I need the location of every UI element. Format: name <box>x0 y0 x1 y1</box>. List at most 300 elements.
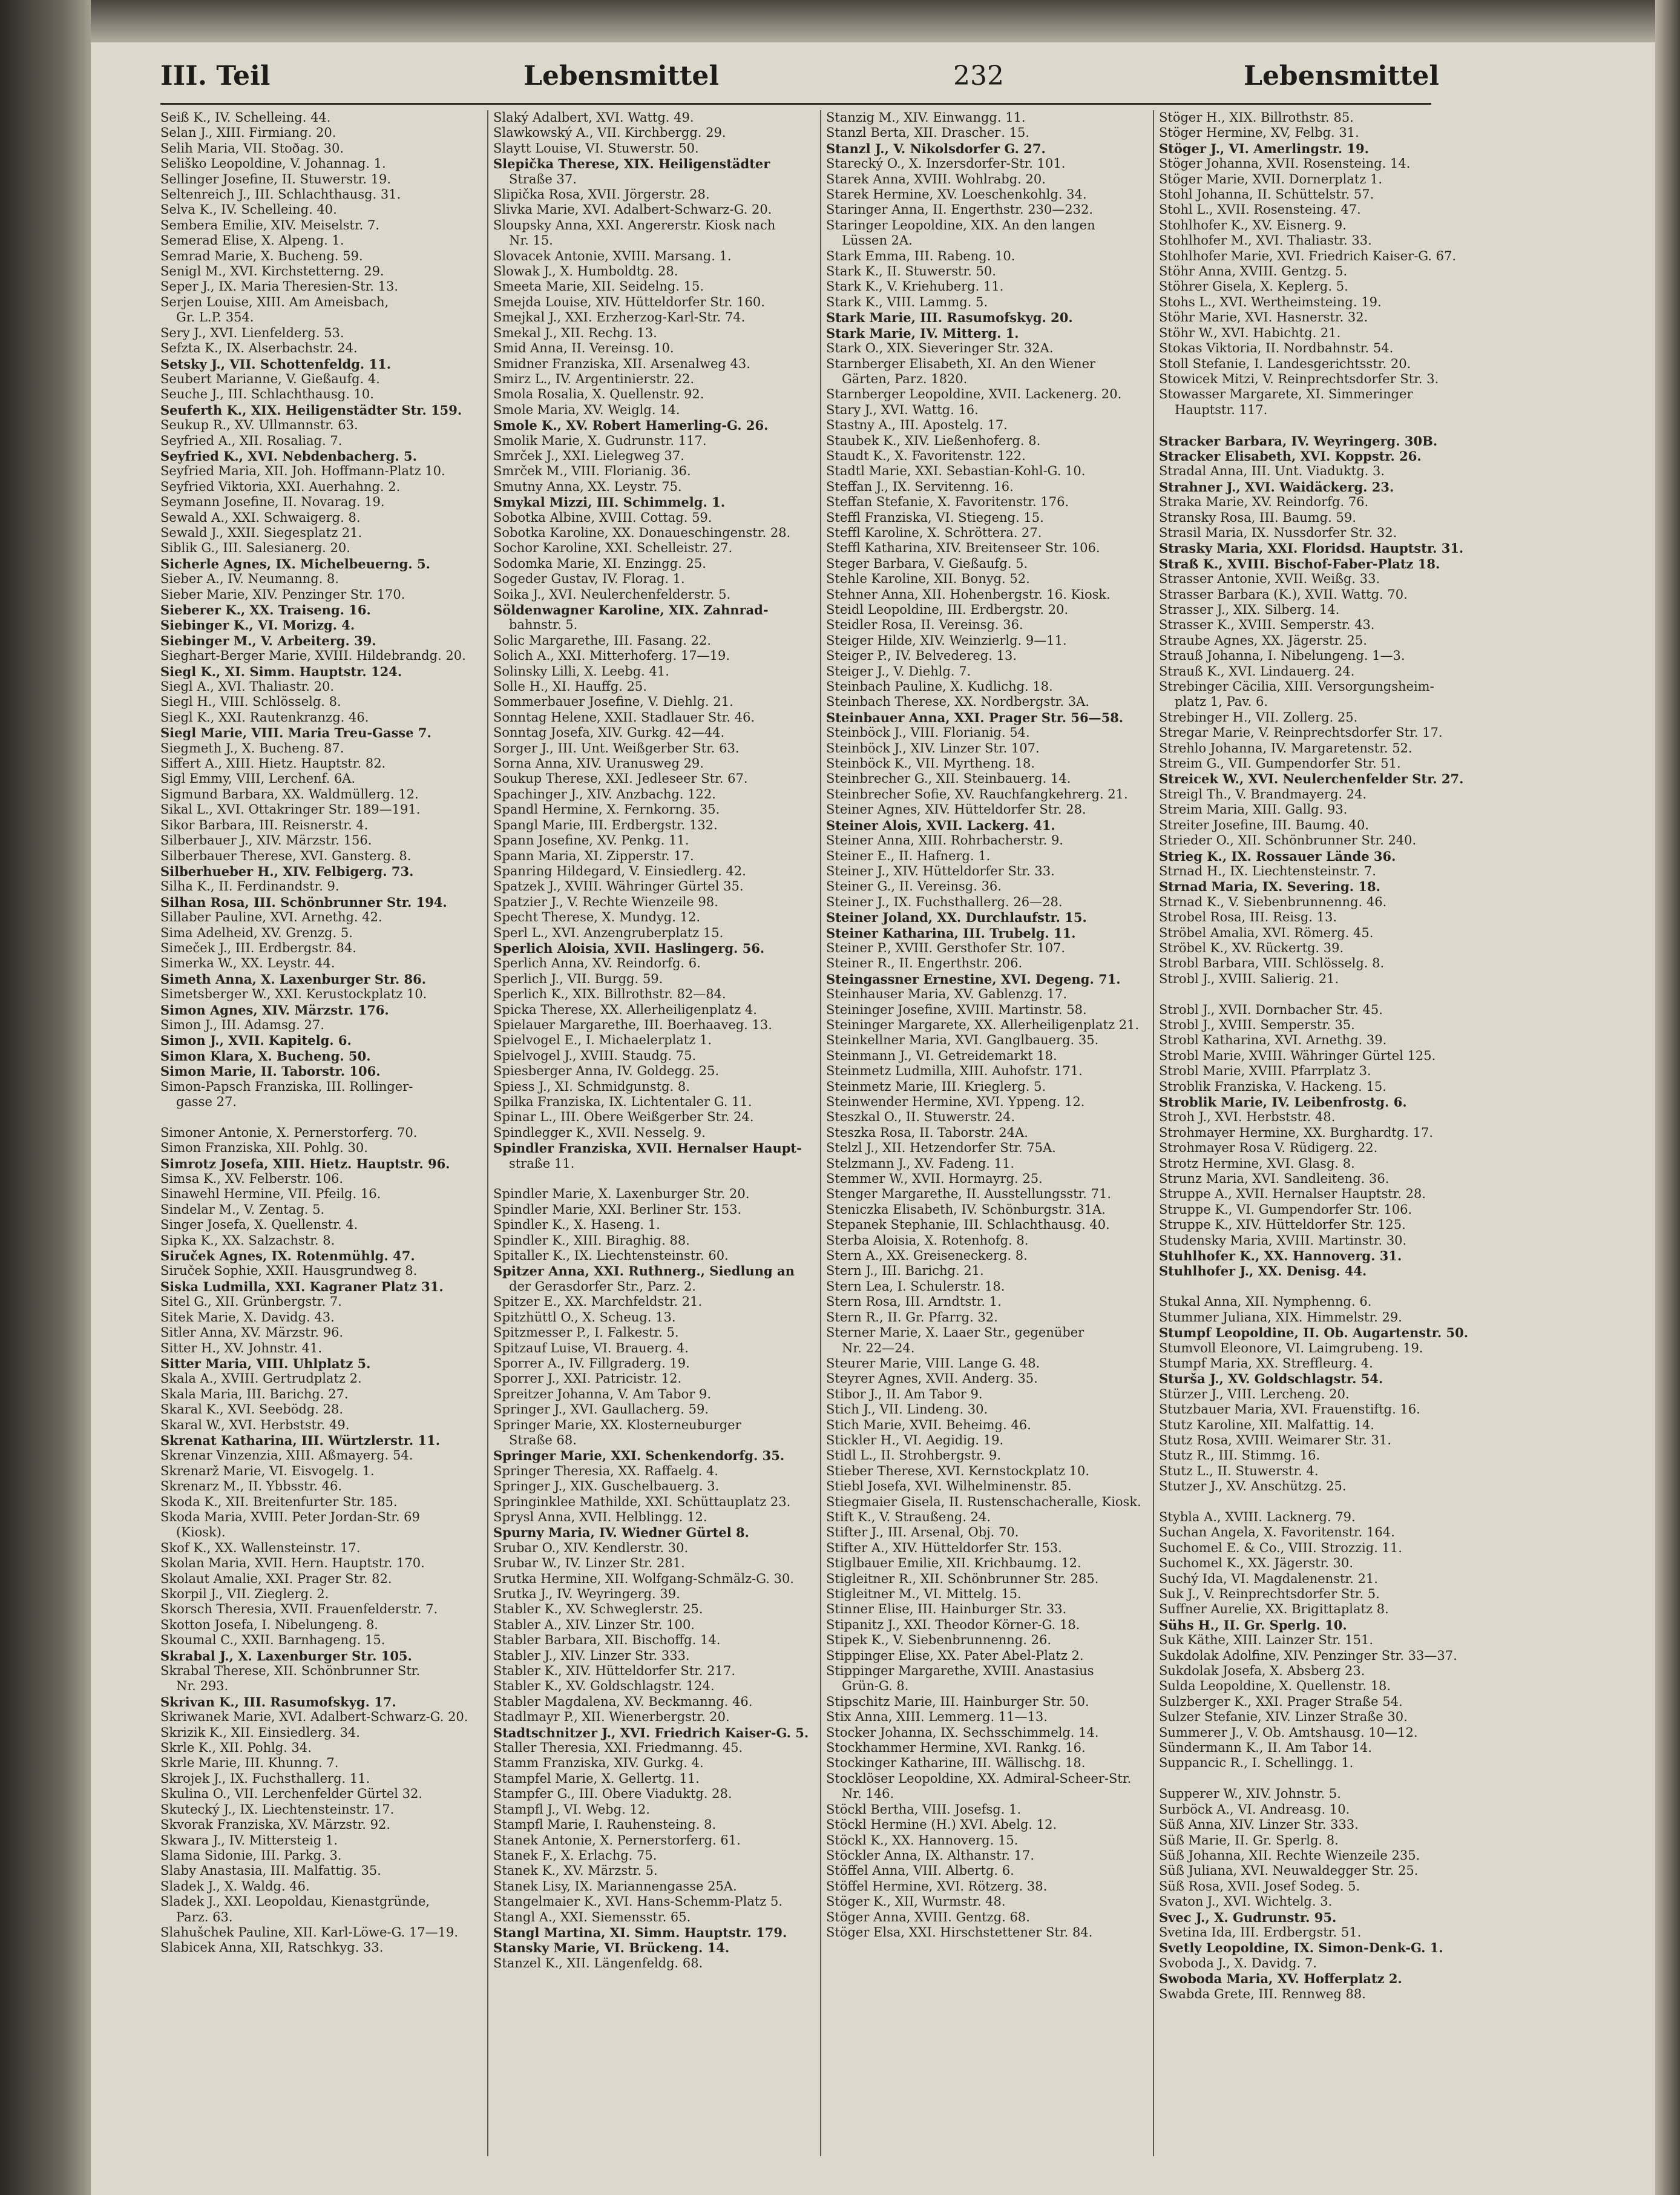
directory-entry: Sigmund Barbara, XX. Waldmüllerg. 12. <box>160 786 419 801</box>
directory-entry: Stark O., XIX. Sieveringer Str. 32A. <box>826 341 1054 356</box>
directory-entry: Skvorak Franziska, XV. Märzstr. 92. <box>160 1817 390 1832</box>
directory-entry: Sporrer A., IV. Fillgraderg. 19. <box>493 1355 690 1371</box>
directory-entry: Sikor Barbara, III. Reisnerstr. 4. <box>160 817 369 832</box>
directory-entry: Springer J., XVI. Gaullacherg. 59. <box>493 1402 709 1417</box>
directory-entry: Stanek F., X. Erlachg. 75. <box>493 1848 657 1863</box>
directory-entry: Strobl Barbara, VIII. Schlösselg. 8. <box>1159 956 1385 971</box>
directory-entry: Strobl J., XVIII. Semperstr. 35. <box>1159 1017 1355 1032</box>
directory-entry: Swoboda Maria, XV. Hofferplatz 2. <box>1159 1971 1402 1987</box>
directory-entry: Stöger Elsa, XXI. Hirschstettener Str. 84. <box>826 1924 1093 1940</box>
directory-entry: Silha K., II. Ferdinandstr. 9. <box>160 879 340 894</box>
directory-entry: Staller Theresia, XXI. Friedmanng. 45. <box>493 1740 743 1756</box>
directory-entry: Skutecký J., IX. Liechtensteinstr. 17. <box>160 1802 395 1817</box>
directory-entry: Siegl K., XXI. Rautenkranzg. 46. <box>160 709 369 725</box>
directory-entry: Seyfried A., XII. Rosaliag. 7. <box>160 433 343 448</box>
directory-entry: Smola Rosalia, X. Quellenstr. 92. <box>493 387 704 402</box>
directory-entry: Stipschitz Marie, III. Hainburger Str. 50. <box>826 1694 1089 1709</box>
directory-entry: Streim G., VII. Gumpendorfer Str. 51. <box>1159 756 1401 771</box>
directory-entry: Süß Marie, II. Gr. Sperlg. 8. <box>1159 1832 1339 1848</box>
directory-entry: Seyfried Maria, XII. Joh. Hoffmann-Platz 10. <box>160 464 445 479</box>
directory-entry: Stigleitner M., VI. Mittelg. 15. <box>826 1587 1022 1601</box>
directory-entry: Spitzer E., XX. Marchfeldstr. 21. <box>493 1294 703 1309</box>
directory-entry: Starek Hermine, XV. Loeschenkohlg. 34. <box>826 187 1087 202</box>
directory-entry: Stinner Elise, III. Hainburger Str. 33. <box>826 1602 1067 1617</box>
directory-entry: platz 1, Pav. 6. <box>1175 694 1268 709</box>
directory-entry: Srutka Hermine, XII. Wolfgang-Schmälz-G. 30. <box>493 1571 794 1586</box>
directory-entry: Sigl Emmy, VIII, Lerchenf. 6A. <box>160 771 356 786</box>
directory-entry: Selva K., IV. Schelleing. 40. <box>160 202 337 217</box>
directory-entry: Strobl Katharina, XVI. Arnethg. 39. <box>1159 1033 1387 1048</box>
directory-entry: Springer Marie, XXI. Schenkendorfg. 35. <box>493 1448 785 1464</box>
directory-entry: Steiner Anna, XIII. Rohrbacherstr. 9. <box>826 833 1063 848</box>
directory-entry: Steiner R., II. Engerthstr. 206. <box>826 956 1023 971</box>
directory-entry: Silberhueber H., XIV. Felbigerg. 73. <box>160 863 414 879</box>
directory-entry: bahnstr. 5. <box>509 617 578 633</box>
directory-entry: Stöger H., XIX. Billrothstr. 85. <box>1159 110 1354 125</box>
column-3 <box>826 110 1147 2168</box>
directory-entry: Sicherle Agnes, IX. Michelbeuerng. 5. <box>160 556 430 571</box>
directory-entry: Skwara J., IV. Mittersteig 1. <box>160 1832 338 1848</box>
directory-entry: Simon Franziska, XII. Pohlg. 30. <box>160 1140 368 1156</box>
directory-entry: Sturša J., XV. Goldschlagstr. 54. <box>1159 1371 1383 1387</box>
directory-entry: Staudt K., X. Favoritenstr. 122. <box>826 448 1026 463</box>
directory-entry: Spatzier J., V. Rechte Wienzeile 98. <box>493 894 718 909</box>
directory-entry: Steyrer Agnes, XVII. Anderg. 35. <box>826 1371 1038 1386</box>
directory-entry: Parz. 63. <box>176 1909 233 1924</box>
directory-entry: Smejda Louise, XIV. Hütteldorfer Str. 160. <box>493 294 765 309</box>
directory-entry: Srutka J., IV. Weyringerg. 39. <box>493 1587 680 1601</box>
column-1 <box>160 110 481 2168</box>
directory-entry: Stracker Barbara, IV. Weyringerg. 30B. <box>1159 433 1438 449</box>
directory-entry: Simerka W., XX. Leystr. 44. <box>160 956 335 971</box>
directory-entry: Gärten, Parz. 1820. <box>842 371 968 386</box>
directory-entry: Stockhammer Hermine, XVI. Rankg. 16. <box>826 1740 1086 1756</box>
directory-entry: Nr. 293. <box>176 1679 229 1694</box>
directory-entry: Skrenar Vinzenzia, XIII. Aßmayerg. 54. <box>160 1448 413 1463</box>
directory-entry: Smidner Franziska, XII. Arsenalweg 43. <box>493 356 750 371</box>
directory-entry: Simeth Anna, X. Laxenburger Str. 86. <box>160 971 427 987</box>
directory-entry: Suffner Aurelie, XX. Brigittaplatz 8. <box>1159 1602 1389 1617</box>
directory-entry: Spielvogel E., I. Michaelerplatz 1. <box>493 1033 712 1048</box>
directory-entry: Skrabal Therese, XII. Schönbrunner Str. <box>160 1664 421 1679</box>
directory-entry: Stepanek Stephanie, III. Schlachthausg. 40. <box>826 1217 1110 1232</box>
directory-entry: Smutny Anna, XX. Leystr. 75. <box>493 479 682 494</box>
directory-entry: Spanring Hildegard, V. Einsiedlerg. 42. <box>493 863 746 878</box>
directory-entry: Gr. L.P. 354. <box>176 310 254 325</box>
directory-entry: Suchan Angela, X. Favoritenstr. 164. <box>1159 1525 1395 1540</box>
directory-entry: Skrenat Katharina, III. Würtzlerstr. 11. <box>160 1432 440 1448</box>
directory-entry: Strebinger Cäcilia, XIII. Versorgungsheim- <box>1159 679 1434 694</box>
directory-entry: Solic Margarethe, III. Fasang. 22. <box>493 633 712 648</box>
directory-entry: Steiner G., II. Vereinsg. 36. <box>826 879 1002 894</box>
directory-entry: Stowasser Margarete, XI. Simmeringer <box>1159 387 1413 402</box>
directory-entry: Surböck A., VI. Andreasg. 10. <box>1159 1802 1350 1817</box>
directory-entry: Siegl K., XI. Simm. Hauptstr. 124. <box>160 663 402 679</box>
directory-entry: Spindler K., XIII. Biraghig. 88. <box>493 1232 690 1248</box>
directory-entry: Stummer Juliana, XIX. Himmelstr. 29. <box>1159 1309 1402 1325</box>
directory-entry: Sterba Aloisia, X. Rotenhofg. 8. <box>826 1232 1029 1248</box>
directory-entry: Skrivan K., III. Rasumofskyg. 17. <box>160 1694 396 1710</box>
directory-entry: Slaytt Louise, VI. Stuwerstr. 50. <box>493 140 699 156</box>
directory-entry: Silberbauer J., XIV. Märzstr. 156. <box>160 833 372 848</box>
directory-entry: Spindler Marie, XXI. Berliner Str. 153. <box>493 1202 742 1217</box>
directory-entry: Spielauer Margarethe, III. Boerhaaveg. 13. <box>493 1017 772 1032</box>
directory-entry: Stutz Rosa, XVIII. Weimarer Str. 31. <box>1159 1432 1391 1447</box>
directory-entry: Strotz Hermine, XVI. Glasg. 8. <box>1159 1156 1355 1171</box>
directory-entry: Steiner E., II. Hafnerg. 1. <box>826 848 991 863</box>
directory-entry: Stern A., XX. Greisenеckerg. 8. <box>826 1248 1028 1263</box>
directory-entry: Siruček Agnes, IX. Rotenmühlg. 47. <box>160 1248 415 1264</box>
directory-entry: Stifter J., III. Arsenal, Obj. 70. <box>826 1525 1019 1540</box>
directory-entry: Slama Sidonie, III. Parkg. 3. <box>160 1848 342 1863</box>
book-spine <box>0 0 91 2195</box>
directory-entry: Spicka Therese, XX. Allerheiligenplatz 4. <box>493 1002 757 1017</box>
directory-entry: Sperlich J., VII. Burgg. 59. <box>493 971 663 986</box>
directory-entry: Slivka Marie, XVI. Adalbert-Schwarz-G. 20. <box>493 202 772 217</box>
directory-entry: Steingassner Ernestine, XVI. Degeng. 71. <box>826 971 1121 987</box>
directory-entry: Stohlhofer M., XVI. Thaliastr. 33. <box>1159 233 1372 248</box>
directory-entry: Stutzer J., XV. Anschützg. 25. <box>1159 1479 1347 1494</box>
directory-entry: Stelzl J., XII. Hetzendorfer Str. 75A. <box>826 1140 1056 1156</box>
directory-entry: Steiger J., V. Diehlg. 7. <box>826 663 971 679</box>
directory-entry: Skrabal J., X. Laxenburger Str. 105. <box>160 1648 412 1664</box>
directory-entry: Skoumal C., XXII. Barnhageng. 15. <box>160 1633 386 1648</box>
directory-entry: Specht Therese, X. Mundyg. 12. <box>493 910 700 925</box>
directory-entry: Stuhlhofer J., XX. Denisg. 44. <box>1159 1263 1367 1279</box>
directory-entry: Stich Marie, XVII. Beheimg. 46. <box>826 1417 1031 1432</box>
directory-entry: Steffl Franziska, VI. Stiegeng. 15. <box>826 510 1044 525</box>
directory-entry: Strebinger H., VII. Zollerg. 25. <box>1159 709 1358 725</box>
directory-entry: Smekal J., XII. Rechg. 13. <box>493 325 657 340</box>
directory-entry: Sonntag Josefa, XIV. Gurkg. 42—44. <box>493 725 725 740</box>
directory-entry: Suk Käthe, XIII. Lainzer Str. 151. <box>1159 1633 1374 1648</box>
directory-entry: Silberbauer Therese, XVI. Gansterg. 8. <box>160 848 412 863</box>
directory-entry: Sillaber Pauline, XVI. Arnethg. 42. <box>160 910 382 925</box>
directory-entry: Seubert Marianne, V. Gießaufg. 4. <box>160 371 380 386</box>
directory-entry: Steinböck K., VII. Myrtheng. 18. <box>826 756 1035 771</box>
directory-entry: Straße 37. <box>509 171 577 186</box>
directory-entry: Sulzberger K., XXI. Prager Straße 54. <box>1159 1694 1403 1709</box>
directory-entry: Stark K., II. Stuwerstr. 50. <box>826 264 996 279</box>
directory-entry: Sieber Marie, XIV. Penzinger Str. 170. <box>160 587 405 602</box>
directory-entry: Siegmeth J., X. Bucheng. 87. <box>160 740 344 755</box>
directory-entry: Stabler Barbara, XII. Bischoffg. 14. <box>493 1633 721 1648</box>
directory-entry: Solich A., XXI. Mitterhoferg. 17—19. <box>493 648 730 663</box>
directory-entry <box>1159 418 1480 433</box>
directory-entry: Svoboda J., X. Davidg. 7. <box>1159 1955 1317 1970</box>
directory-entry: Stutz L., II. Stuwerstr. 4. <box>1159 1463 1319 1478</box>
directory-entry: Svetina Ida, III. Erdbergstr. 51. <box>1159 1924 1362 1940</box>
directory-entry: straße 11. <box>509 1156 575 1171</box>
directory-entry: Stöckler Anna, IX. Althanstr. 17. <box>826 1848 1035 1863</box>
directory-entry: Sperlich Anna, XV. Reindorfg. 6. <box>493 956 701 971</box>
directory-entry: Sporrer J., XXI. Patricistr. 12. <box>493 1371 682 1386</box>
directory-entry: Strohmayer Rosa V. Rüdigerg. 22. <box>1159 1140 1378 1156</box>
directory-entry: Steiner Alois, XVII. Lackerg. 41. <box>826 817 1055 833</box>
directory-entry: Sinawehl Hermine, VII. Pfeilg. 16. <box>160 1186 381 1202</box>
directory-entry: Ströbel Amalia, XVI. Römerg. 45. <box>1159 925 1374 940</box>
directory-entry: Sukdolak Adolfine, XIV. Penzinger Str. 33—37. <box>1159 1648 1457 1663</box>
directory-entry: Sperlich K., XIX. Billrothstr. 82—84. <box>493 987 726 1002</box>
directory-entry: Smejkal J., XXI. Erzherzog-Karl-Str. 74. <box>493 310 746 325</box>
directory-entry: Stark Marie, IV. Mitterg. 1. <box>826 325 1019 341</box>
directory-entry: Stocklöser Leopoldine, XX. Admiral-Scheer-Str. <box>826 1771 1132 1786</box>
directory-entry: Skotton Josefa, I. Nibelungeng. 8. <box>160 1617 378 1632</box>
column-divider <box>820 110 821 2156</box>
directory-entry: Spiesberger Anna, IV. Goldegg. 25. <box>493 1064 720 1079</box>
directory-entry: Sieber A., IV. Neumanng. 8. <box>160 571 340 587</box>
directory-entry: Stanzl Berta, XII. Draschег. 15. <box>826 125 1030 140</box>
directory-entry: Skorsch Theresia, XVII. Frauenfelderstr. 7. <box>160 1602 438 1617</box>
directory-entry: Steininger Margarete, XX. Allerheiligenplatz 21. <box>826 1017 1140 1032</box>
directory-entry: Seyfried Viktoria, XXI. Auerhahng. 2. <box>160 479 401 494</box>
directory-entry: Lüssen 2A. <box>842 233 913 248</box>
directory-entry: Sellinger Josefine, II. Stuwerstr. 19. <box>160 171 392 186</box>
directory-entry: Supperer W., XIV. Johnstr. 5. <box>1159 1786 1341 1802</box>
directory-entry: Strunz Maria, XVI. Sandleiteng. 36. <box>1159 1171 1390 1186</box>
directory-entry: Seuferth K., XIX. Heiligenstädter Str. 159. <box>160 402 462 418</box>
directory-entry: Strauß Johanna, I. Nibelungeng. 1—3. <box>1159 648 1405 663</box>
directory-entry: Stansky Marie, VI. Brückeng. 14. <box>493 1940 730 1956</box>
directory-entry: Solinsky Lilli, X. Leebg. 41. <box>493 663 669 679</box>
directory-entry: Sündermann K., II. Am Tabor 14. <box>1159 1740 1373 1756</box>
directory-entry: Stampfl Marie, I. Rauhensteing. 8. <box>493 1817 717 1832</box>
directory-entry: Stabler A., XIV. Linzer Str. 100. <box>493 1617 695 1632</box>
directory-entry: Starecký O., X. Inzersdorfer-Str. 101. <box>826 156 1066 171</box>
directory-entry: Strobl J., XVII. Dornbacher Str. 45. <box>1159 1002 1383 1017</box>
directory-entry: Silhan Rosa, III. Schönbrunner Str. 194. <box>160 894 447 910</box>
directory-entry: Stutz R., III. Stimmg. 16. <box>1159 1448 1321 1463</box>
directory-entry: Skoda K., XII. Breitenfurter Str. 185. <box>160 1494 398 1509</box>
directory-entry: Stippinger Margarethe, XVIII. Anastasius <box>826 1664 1094 1679</box>
directory-entry: Stidl L., II. Strohbergstr. 9. <box>826 1448 1002 1463</box>
scan-top-edge <box>91 0 1655 42</box>
directory-entry: Sobotka Albine, XVIII. Cottag. 59. <box>493 510 712 525</box>
directory-entry: Süß Juliana, XVI. Neuwaldegger Str. 25. <box>1159 1863 1419 1878</box>
directory-entry: Selih Maria, VII. Stoðag. 30. <box>160 140 344 156</box>
directory-entry: Spreitzer Johanna, V. Am Tabor 9. <box>493 1386 712 1401</box>
directory-entry: Stenger Margarethe, II. Ausstellungsstr. 71. <box>826 1186 1112 1202</box>
directory-entry: Spindler K., X. Haseng. 1. <box>493 1217 660 1232</box>
directory-entry: Söldenwagner Karoline, XIX. Zahnrad- <box>493 602 769 617</box>
directory-entry: Steiner P., XVIII. Gersthofer Str. 107. <box>826 940 1066 955</box>
directory-entry: Spindler Marie, X. Laxenburger Str. 20. <box>493 1186 750 1202</box>
directory-entry: Singer Josefa, X. Quellenstr. 4. <box>160 1217 358 1232</box>
directory-entry <box>1159 1495 1480 1510</box>
directory-entry: Seuche J., III. Schlachthausg. 10. <box>160 387 374 402</box>
directory-entry: Steffan J., IX. Servitenng. 16. <box>826 479 1014 494</box>
directory-entry: Stift K., V. Straußeng. 24. <box>826 1509 991 1524</box>
directory-entry: Slawkowský A., VII. Kirchbergg. 29. <box>493 125 726 140</box>
directory-entry: Springer J., XIX. Guschelbauerg. 3. <box>493 1479 720 1494</box>
directory-entry: Skrle K., XII. Pohlg. 34. <box>160 1740 312 1756</box>
directory-entry: Sonntag Helene, XXII. Stadlauer Str. 46. <box>493 709 755 725</box>
directory-entry: Spandl Hermine, X. Fernkorng. 35. <box>493 802 720 817</box>
directory-entry: Sitek Marie, X. Davidg. 43. <box>160 1309 335 1325</box>
directory-entry: Stark K., VIII. Lammg. 5. <box>826 294 988 309</box>
directory-entry: Slabicek Anna, XII, Ratschkyg. 33. <box>160 1940 384 1955</box>
directory-entry: Selan J., XIII. Firmiang. 20. <box>160 125 336 140</box>
directory-entry: Smolik Marie, X. Gudrunstr. 117. <box>493 433 707 448</box>
directory-entry: Seymann Josefine, II. Novarag. 19. <box>160 495 385 510</box>
directory-entry: Sitter H., XV. Johnstr. 41. <box>160 1340 323 1355</box>
directory-entry: Seiß K., IV. Schelleing. 44. <box>160 110 331 125</box>
directory-entry: Sulda Leopoldine, X. Quellenstr. 18. <box>1159 1679 1391 1694</box>
directory-entry: Sodomka Marie, XI. Enzingg. 25. <box>493 556 706 571</box>
directory-entry: Stanek Antonie, X. Pernerstorferg. 61. <box>493 1832 741 1848</box>
directory-entry: Springinklee Mathilde, XXI. Schüttauplatz 23. <box>493 1494 791 1509</box>
directory-entry: Starek Anna, XVIII. Wohlrabg. 20. <box>826 171 1046 186</box>
directory-entry: Suchomel K., XX. Jägerstr. 30. <box>1159 1556 1354 1571</box>
directory-entry: Stippinger Elise, XX. Pater Abel-Platz 2. <box>826 1648 1084 1663</box>
directory-entry: Sulzer Stefanie, XIV. Linzer Straße 30. <box>1159 1710 1408 1725</box>
directory-entry: Strasky Maria, XXI. Floridsd. Hauptstr. 31. <box>1159 541 1464 556</box>
directory-entry: Skrenarz M., II. Ybbsstr. 46. <box>160 1479 343 1494</box>
column-2 <box>493 110 814 2168</box>
directory-entry: Spilka Franziska, IX. Lichtentaler G. 11. <box>493 1094 752 1109</box>
directory-entry: Smid Anna, II. Vereinsg. 10. <box>493 341 674 356</box>
directory-entry: Spitaller K., IX. Liechtensteinstr. 60. <box>493 1248 729 1263</box>
directory-entry: Strahner J., XVI. Waidäckerg. 23. <box>1159 479 1394 495</box>
directory-entry: Strasser Barbara (K.), XVII. Wattg. 70. <box>1159 587 1408 602</box>
directory-entry: Hauptstr. 117. <box>1175 402 1268 417</box>
directory-entry: Stöhr Anna, XVIII. Gentzg. 5. <box>1159 264 1348 279</box>
directory-entry: Simsa K., XV. Felberstr. 106. <box>160 1171 344 1186</box>
directory-entry: Stamm Franziska, XIV. Gurkg. 4. <box>493 1756 704 1771</box>
directory-entry: Strnad H., IX. Liechtensteinstr. 7. <box>1159 863 1376 878</box>
directory-entry: Streim Maria, XIII. Gallg. 93. <box>1159 802 1348 817</box>
directory-entry <box>1159 987 1480 1002</box>
directory-entry: Stastny A., III. Apostelg. 17. <box>826 418 1008 433</box>
directory-entry: Steiner Joland, XX. Durchlaufstr. 15. <box>826 910 1087 926</box>
directory-entry: Stern J., III. Barichg. 21. <box>826 1263 984 1278</box>
directory-entry: Strnad Maria, IX. Severing. 18. <box>1159 879 1380 895</box>
directory-entry: Slowak J., X. Humboldtg. 28. <box>493 264 678 279</box>
directory-page <box>91 42 1655 2195</box>
directory-entry: Sladek J., XXI. Leopoldau, Kienastgründe, <box>160 1894 430 1909</box>
directory-entry: Svetly Leopoldine, IX. Simon-Denk-G. 1. <box>1159 1940 1443 1956</box>
directory-entry: Spindlegger K., XVII. Nesselg. 9. <box>493 1125 706 1140</box>
directory-entry: (Kiosk). <box>176 1525 226 1540</box>
directory-entry: Steidl Leopoldine, III. Erdbergstr. 20. <box>826 602 1069 617</box>
directory-entry: Stiegmaier Gisela, II. Rustenschacheralle, Kiosk. <box>826 1494 1141 1509</box>
directory-entry: Nr. 146. <box>842 1786 894 1802</box>
directory-entry: Suk J., V. Reinprechtsdorfer Str. 5. <box>1159 1587 1380 1601</box>
directory-entry: Skrle Marie, III. Khunng. 7. <box>160 1756 339 1771</box>
directory-entry: Sorger J., III. Unt. Weißgerber Str. 63. <box>493 740 740 755</box>
directory-entry: Sukdolak Josefa, X. Absberg 23. <box>1159 1664 1365 1679</box>
directory-entry: Streigl Th., V. Brandmayerg. 24. <box>1159 786 1367 801</box>
directory-entry: Stroblik Marie, IV. Leibenfrostg. 6. <box>1159 1094 1407 1110</box>
directory-entry: Siegl Marie, VIII. Maria Treu-Gasse 7. <box>160 725 431 741</box>
directory-entry: Stohs L., XVI. Wertheimsteing. 19. <box>1159 294 1382 309</box>
directory-entry: Sewald J., XXII. Siegesplatz 21. <box>160 525 363 540</box>
directory-entry: Sindelar M., V. Zentag. 5. <box>160 1202 325 1217</box>
directory-entry: Stohlhofer Marie, XVI. Friedrich Kaiser-G. 67. <box>1159 248 1457 263</box>
directory-entry: Staringer Anna, II. Engerthstr. 230—232. <box>826 202 1094 217</box>
directory-entry: Sladek J., X. Waldg. 46. <box>160 1878 310 1894</box>
directory-entry: Steinmann J., VI. Getreidemarkt 18. <box>826 1048 1057 1063</box>
directory-entry: Strehlo Johanna, IV. Margaretenstr. 52. <box>1159 740 1413 755</box>
directory-entry: Straka Marie, XV. Reindorfg. 76. <box>1159 495 1369 510</box>
directory-entry: Stadtl Marie, XXI. Sebastian-Kohl-G. 10. <box>826 464 1086 479</box>
directory-entry: Siebinger M., V. Arbeiterg. 39. <box>160 633 376 648</box>
directory-entry: Stiebl Josefa, XVI. Wilhelminenstr. 85. <box>826 1479 1072 1494</box>
directory-entry: Sipka K., XX. Salzachstr. 8. <box>160 1232 335 1248</box>
directory-entry: Stark Marie, III. Rasumofskyg. 20. <box>826 310 1073 326</box>
directory-entry: Steiner J., IX. Fuchsthallerg. 26—28. <box>826 894 1063 909</box>
directory-entry: Stangl A., XXI. Siemensstr. 65. <box>493 1909 691 1924</box>
directory-entry: Stanek K., XV. Märzstr. 5. <box>493 1863 658 1878</box>
directory-entry: Sprysl Anna, XVII. Helblingg. 12. <box>493 1509 707 1524</box>
directory-entry: Spitzauf Luise, VI. Brauerg. 4. <box>493 1340 689 1355</box>
directory-entry: Stohl L., XVII. Rosensteing. 47. <box>1159 202 1361 217</box>
directory-entry: Spangl Marie, III. Erdbergstr. 132. <box>493 817 718 832</box>
directory-entry: Stehner Anna, XII. Hohenbergstr. 16. Kiosk. <box>826 587 1111 602</box>
directory-entry: Stabler K., XV. Goldschlagstr. 124. <box>493 1679 715 1694</box>
directory-entry: Strobl Marie, XVIII. Währinger Gürtel 125. <box>1159 1048 1436 1063</box>
directory-entry: Simon J., XVII. Kapitelg. 6. <box>160 1033 352 1048</box>
directory-entry: Stutz Karoline, XII. Malfattig. 14. <box>1159 1417 1374 1432</box>
directory-entry: Spitzer Anna, XXI. Ruthnerg., Siedlung an <box>493 1263 795 1279</box>
directory-entry: Steiger P., IV. Belvederеg. 13. <box>826 648 1017 663</box>
directory-entry: Svaton J., XVI. Wichtelg. 3. <box>1159 1894 1333 1909</box>
directory-entry: Senigl M., XVI. Kirchstetterng. 29. <box>160 264 384 279</box>
directory-entry: Sima Adelheid, XV. Grenzg. 5. <box>160 925 353 940</box>
directory-entry: Grün-G. 8. <box>842 1679 909 1694</box>
directory-entry: Stifter A., XIV. Hütteldorfer Str. 153. <box>826 1540 1062 1555</box>
directory-entry: Stumpf Leopoldine, II. Ob. Augartenstr. 50. <box>1159 1325 1469 1341</box>
directory-entry: Srubar O., XIV. Kendlerstr. 30. <box>493 1540 689 1555</box>
directory-entry <box>493 1171 814 1186</box>
directory-entry: Svec J., X. Gudrunstr. 95. <box>1159 1909 1337 1925</box>
directory-entry: Süß Anna, XIV. Linzer Str. 333. <box>1159 1817 1359 1832</box>
directory-entry: Stöger Marie, XVII. Dornerplatz 1. <box>1159 171 1383 186</box>
directory-entry: Strobl J., XVIII. Salierig. 21. <box>1159 971 1339 986</box>
directory-entry: Summerer J., V. Ob. Amtshausg. 10—12. <box>1159 1725 1418 1740</box>
column-4 <box>1159 110 1480 2168</box>
directory-entry: Stöckl K., XX. Hannoverg. 15. <box>826 1832 1019 1848</box>
directory-entry: Stelzmann J., XV. Fadeng. 11. <box>826 1156 1015 1171</box>
directory-entry: Sterner Marie, X. Laaer Str., gegenüber <box>826 1325 1084 1340</box>
directory-entry: Stemmer W., XVII. Hormayrg. 25. <box>826 1171 1043 1186</box>
directory-entry: Stampfer G., III. Obere Viaduktg. 28. <box>493 1786 732 1802</box>
directory-entry: Sembera Emilie, XIV. Meiselstr. 7. <box>160 217 379 232</box>
directory-entry: Struppe A., XVII. Hernalser Hauptstr. 28. <box>1159 1186 1426 1202</box>
directory-entry: Springer Theresia, XX. Raffaelg. 4. <box>493 1463 718 1478</box>
directory-entry: Stark Emma, III. Rabeng. 10. <box>826 248 1016 263</box>
directory-entry: Sogeder Gustav, IV. Florag. 1. <box>493 571 685 587</box>
directory-entry: Stowicek Mitzi, V. Reinprechtsdorfer Str. 3. <box>1159 371 1439 386</box>
directory-entry: Stöger J., VI. Amerlingstr. 19. <box>1159 140 1369 156</box>
directory-entry: Stipek K., V. Siebenbrunnenng. 26. <box>826 1633 1052 1648</box>
directory-entry: Smrček J., XXI. Lielegweg 37. <box>493 448 684 463</box>
directory-entry: Stukal Anna, XII. Nymphenng. 6. <box>1159 1294 1372 1309</box>
directory-entry: Ströbel K., XV. Rückertg. 39. <box>1159 940 1344 955</box>
directory-entry: Siffert A., XIII. Hietz. Hauptstr. 82. <box>160 756 386 771</box>
directory-entry: Simoner Antonie, X. Pernerstorferg. 70. <box>160 1125 418 1140</box>
directory-entry: Stregar Marie, V. Reinprechtsdorfer Str. 17. <box>1159 725 1443 740</box>
directory-entry <box>160 1110 481 1125</box>
directory-entry: Steinhauser Maria, XV. Gablenzg. 17. <box>826 987 1068 1002</box>
directory-entry: Sorna Anna, XIV. Uranusweg 29. <box>493 756 704 771</box>
directory-entry: Stiglbauer Emilie, XII. Krichbaumg. 12. <box>826 1556 1081 1571</box>
directory-entry: Serjen Louise, XIII. Am Ameisbach, <box>160 294 389 309</box>
directory-entry: Simon J., III. Adamsg. 27. <box>160 1017 324 1032</box>
directory-entry: Struppe K., VI. Gumpendorfer Str. 106. <box>1159 1202 1413 1217</box>
directory-entry: Stieber Therese, XVI. Kernstockplatz 10. <box>826 1463 1090 1478</box>
running-title-left: Lebensmittel <box>523 61 720 91</box>
